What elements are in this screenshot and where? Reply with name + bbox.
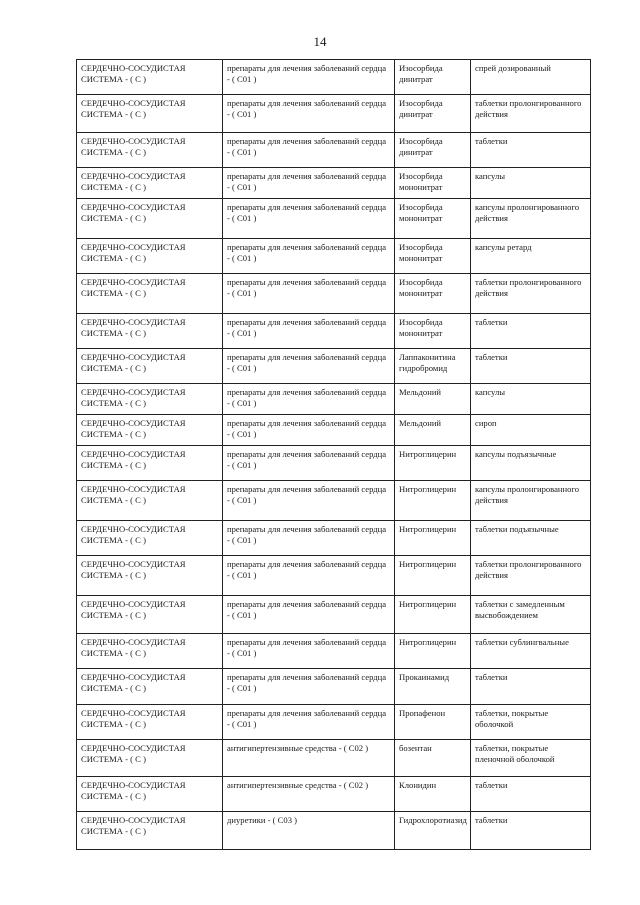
system-cell: СЕРДЕЧНО-СОСУДИСТАЯ СИСТЕМА - ( С ) [77, 521, 223, 556]
drug-table-body [77, 60, 591, 850]
dosage-form-cell: таблетки пролонгированного действия [471, 95, 591, 133]
system-cell: СЕРДЕЧНО-СОСУДИСТАЯ СИСТЕМА - ( С ) [77, 239, 223, 274]
dosage-form-cell: таблетки [471, 349, 591, 384]
system-cell: СЕРДЕЧНО-СОСУДИСТАЯ СИСТЕМА - ( С ) [77, 481, 223, 521]
drug-name-cell: Нитроглицерин [395, 556, 471, 596]
table-row [77, 669, 591, 705]
drug-name-cell: Гидрохлоротиазид [395, 812, 471, 850]
drug-name-cell: Лаппаконитина гидробромид [395, 349, 471, 384]
table-row [77, 133, 591, 168]
drug-group-cell: препараты для лечения заболеваний сердца - ( С01 ) [223, 349, 395, 384]
system-cell: СЕРДЕЧНО-СОСУДИСТАЯ СИСТЕМА - ( С ) [77, 705, 223, 740]
system-cell: СЕРДЕЧНО-СОСУДИСТАЯ СИСТЕМА - ( С ) [77, 60, 223, 95]
drug-name-cell: Нитроглицерин [395, 446, 471, 481]
table-row [77, 314, 591, 349]
system-cell: СЕРДЕЧНО-СОСУДИСТАЯ СИСТЕМА - ( С ) [77, 274, 223, 314]
drug-name-cell: Нитроглицерин [395, 521, 471, 556]
dosage-form-cell: таблетки [471, 777, 591, 812]
drug-name-cell: Изосорбида динитрат [395, 95, 471, 133]
system-cell: СЕРДЕЧНО-СОСУДИСТАЯ СИСТЕМА - ( С ) [77, 446, 223, 481]
drug-name-cell: Мельдоний [395, 415, 471, 446]
dosage-form-cell: таблетки сублингвальные [471, 634, 591, 669]
system-cell: СЕРДЕЧНО-СОСУДИСТАЯ СИСТЕМА - ( С ) [77, 133, 223, 168]
system-cell: СЕРДЕЧНО-СОСУДИСТАЯ СИСТЕМА - ( С ) [77, 349, 223, 384]
drug-group-cell: препараты для лечения заболеваний сердца - ( С01 ) [223, 95, 395, 133]
dosage-form-cell: таблетки [471, 812, 591, 850]
drug-name-cell: Нитроглицерин [395, 481, 471, 521]
system-cell: СЕРДЕЧНО-СОСУДИСТАЯ СИСТЕМА - ( С ) [77, 740, 223, 777]
system-cell: СЕРДЕЧНО-СОСУДИСТАЯ СИСТЕМА - ( С ) [77, 199, 223, 239]
drug-group-cell: препараты для лечения заболеваний сердца - ( С01 ) [223, 556, 395, 596]
table-row [77, 596, 591, 634]
drug-group-cell: препараты для лечения заболеваний сердца - ( С01 ) [223, 415, 395, 446]
dosage-form-cell: таблетки подъязычные [471, 521, 591, 556]
drug-group-cell: препараты для лечения заболеваний сердца - ( С01 ) [223, 168, 395, 199]
table-row [77, 95, 591, 133]
drug-table [76, 59, 591, 850]
system-cell: СЕРДЕЧНО-СОСУДИСТАЯ СИСТЕМА - ( С ) [77, 669, 223, 705]
table-row [77, 812, 591, 850]
drug-group-cell: препараты для лечения заболеваний сердца - ( С01 ) [223, 596, 395, 634]
drug-name-cell: Изосорбида динитрат [395, 133, 471, 168]
table-row [77, 705, 591, 740]
system-cell: СЕРДЕЧНО-СОСУДИСТАЯ СИСТЕМА - ( С ) [77, 556, 223, 596]
table-row [77, 777, 591, 812]
drug-group-cell: препараты для лечения заболеваний сердца - ( С01 ) [223, 481, 395, 521]
drug-group-cell: препараты для лечения заболеваний сердца - ( С01 ) [223, 133, 395, 168]
table-row [77, 446, 591, 481]
drug-group-cell: препараты для лечения заболеваний сердца - ( С01 ) [223, 521, 395, 556]
system-cell: СЕРДЕЧНО-СОСУДИСТАЯ СИСТЕМА - ( С ) [77, 812, 223, 850]
dosage-form-cell: таблетки пролонгированного действия [471, 556, 591, 596]
drug-group-cell: препараты для лечения заболеваний сердца - ( С01 ) [223, 384, 395, 415]
drug-name-cell: Изосорбида мононитрат [395, 199, 471, 239]
drug-name-cell: Мельдоний [395, 384, 471, 415]
drug-group-cell: препараты для лечения заболеваний сердца - ( С01 ) [223, 60, 395, 95]
dosage-form-cell: таблетки, покрытые пленочной оболочкой [471, 740, 591, 777]
dosage-form-cell: капсулы [471, 168, 591, 199]
system-cell: СЕРДЕЧНО-СОСУДИСТАЯ СИСТЕМА - ( С ) [77, 384, 223, 415]
table-row [77, 634, 591, 669]
dosage-form-cell: таблетки, покрытые оболочкой [471, 705, 591, 740]
table-row [77, 168, 591, 199]
table-row [77, 384, 591, 415]
dosage-form-cell: таблетки [471, 133, 591, 168]
table-row [77, 415, 591, 446]
drug-name-cell: бозентан [395, 740, 471, 777]
drug-name-cell: Клонидин [395, 777, 471, 812]
dosage-form-cell: сироп [471, 415, 591, 446]
system-cell: СЕРДЕЧНО-СОСУДИСТАЯ СИСТЕМА - ( С ) [77, 314, 223, 349]
dosage-form-cell: таблетки [471, 669, 591, 705]
drug-name-cell: Изосорбида мононитрат [395, 314, 471, 349]
drug-name-cell: Пропафенон [395, 705, 471, 740]
table-row [77, 740, 591, 777]
drug-group-cell: препараты для лечения заболеваний сердца - ( С01 ) [223, 669, 395, 705]
table-row [77, 521, 591, 556]
system-cell: СЕРДЕЧНО-СОСУДИСТАЯ СИСТЕМА - ( С ) [77, 596, 223, 634]
drug-name-cell: Изосорбида мононитрат [395, 274, 471, 314]
drug-name-cell: Прокаинамид [395, 669, 471, 705]
drug-group-cell: антигипертензивные средства - ( С02 ) [223, 740, 395, 777]
dosage-form-cell: спрей дозированный [471, 60, 591, 95]
table-row [77, 349, 591, 384]
drug-group-cell: препараты для лечения заболеваний сердца - ( С01 ) [223, 705, 395, 740]
table-row [77, 274, 591, 314]
dosage-form-cell: капсулы пролонгированного действия [471, 199, 591, 239]
drug-group-cell: антигипертензивные средства - ( С02 ) [223, 777, 395, 812]
drug-group-cell: диуретики - ( С03 ) [223, 812, 395, 850]
drug-name-cell: Нитроглицерин [395, 596, 471, 634]
dosage-form-cell: таблетки с замедленным высвобождением [471, 596, 591, 634]
table-row [77, 60, 591, 95]
dosage-form-cell: капсулы подъязычные [471, 446, 591, 481]
system-cell: СЕРДЕЧНО-СОСУДИСТАЯ СИСТЕМА - ( С ) [77, 168, 223, 199]
drug-group-cell: препараты для лечения заболеваний сердца - ( С01 ) [223, 634, 395, 669]
drug-group-cell: препараты для лечения заболеваний сердца - ( С01 ) [223, 314, 395, 349]
table-row [77, 239, 591, 274]
drug-name-cell: Изосорбида мононитрат [395, 168, 471, 199]
dosage-form-cell: таблетки пролонгированного действия [471, 274, 591, 314]
dosage-form-cell: капсулы ретард [471, 239, 591, 274]
drug-group-cell: препараты для лечения заболеваний сердца - ( С01 ) [223, 446, 395, 481]
system-cell: СЕРДЕЧНО-СОСУДИСТАЯ СИСТЕМА - ( С ) [77, 415, 223, 446]
table-row [77, 199, 591, 239]
drug-name-cell: Изосорбида динитрат [395, 60, 471, 95]
drug-name-cell: Нитроглицерин [395, 634, 471, 669]
drug-name-cell: Изосорбида мононитрат [395, 239, 471, 274]
dosage-form-cell: капсулы пролонгированного действия [471, 481, 591, 521]
drug-group-cell: препараты для лечения заболеваний сердца - ( С01 ) [223, 199, 395, 239]
dosage-form-cell: таблетки [471, 314, 591, 349]
table-row [77, 481, 591, 521]
system-cell: СЕРДЕЧНО-СОСУДИСТАЯ СИСТЕМА - ( С ) [77, 634, 223, 669]
table-row [77, 556, 591, 596]
drug-group-cell: препараты для лечения заболеваний сердца - ( С01 ) [223, 239, 395, 274]
dosage-form-cell: капсулы [471, 384, 591, 415]
system-cell: СЕРДЕЧНО-СОСУДИСТАЯ СИСТЕМА - ( С ) [77, 95, 223, 133]
page-number: 14 [313, 34, 327, 49]
drug-group-cell: препараты для лечения заболеваний сердца - ( С01 ) [223, 274, 395, 314]
system-cell: СЕРДЕЧНО-СОСУДИСТАЯ СИСТЕМА - ( С ) [77, 777, 223, 812]
